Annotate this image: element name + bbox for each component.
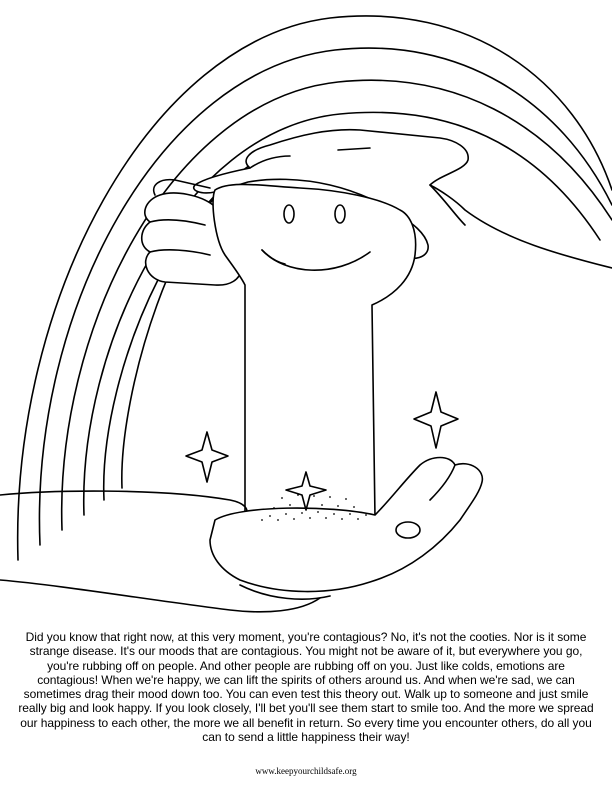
footer-url[interactable]: www.keepyourchildsafe.org (255, 766, 357, 776)
smile-figure (213, 184, 416, 523)
bottom-hand (0, 458, 482, 612)
sparkle-star-left (186, 432, 228, 482)
article-paragraph: Did you know that right now, at this very moment, you're contagious? No, it's not the cooties. Nor is it some strange disease. It's our moods that are contagious. You might not be aware of it, but everywhere you go, you're rubbing off on people. And other people are rubbing off on you. Just like colds, emotions are contagious! When we're happy, we can lift the spirits of others around us. And when we're sad, we can sometimes drag their mood down too. You can even test this theory out. Walk up to someone and just smile really big and look happy. If you look closely, I'll bet you'll see them start to smile too. And the more we spread our happiness to each other, the more we all benefit in return. So every time you encounter others, do all you can to send a little happiness their way! (18, 630, 594, 745)
sparkle-star-right (414, 392, 458, 448)
